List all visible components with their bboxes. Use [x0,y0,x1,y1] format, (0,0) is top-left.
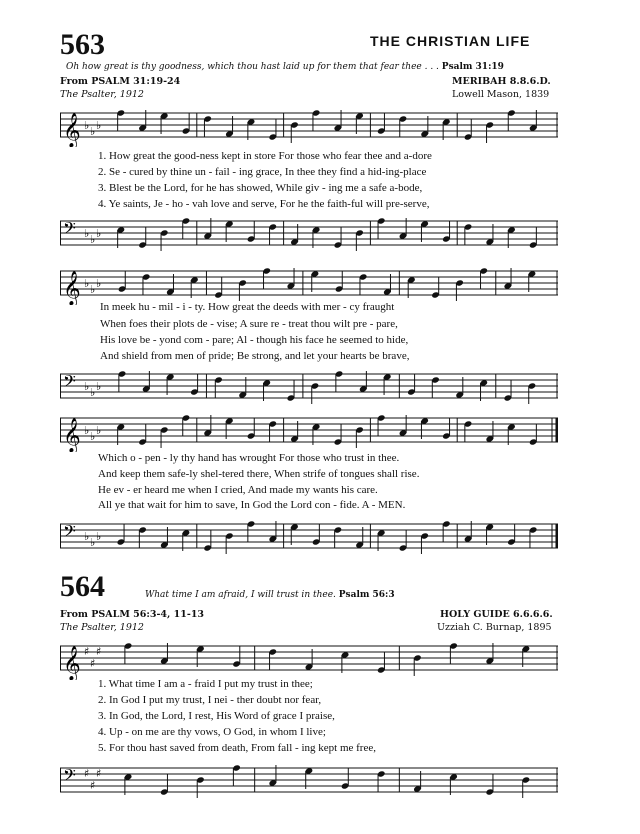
flat-icon: ♭ [84,119,90,132]
flat-icon: ♭ [90,386,96,399]
text-credit-564: The Psalter, 1912 [60,622,144,633]
bass-clef-icon: 𝄢 [63,765,76,789]
lyric-line: His love be - yond com - pare; Al - though his face he seemed to hide, [100,334,409,346]
lyric-line: 5. For thou hast saved from death, From fall - ing kept me free, [98,742,376,754]
flat-icon: ♭ [84,530,90,543]
flat-icon: ♭ [84,380,90,393]
lyric-line: All ye that wait for him to save, In God the Lord con - fide. A - MEN. [98,499,406,511]
epigraph-564 [145,590,395,600]
bass-staff [60,368,558,408]
epigraph-ref: Psalm 31:19 [441,62,504,72]
lyric-line: 4. Up - on me are thy vows, O God, in whom I live; [98,726,326,738]
sharp-icon: ♯ [84,645,90,658]
tune-563: MERIBAH 8.8.6.D. [452,76,551,87]
epigraph-563 [66,62,504,72]
sharp-icon: ♯ [96,645,102,658]
treble-staff [60,265,558,305]
sharp-icon: ♯ [84,767,90,780]
epigraph-text: What time I am afraid, I will trust in thee. [145,590,336,600]
epigraph-text: Oh how great is thy goodness, which thou hast laid up for them that fear thee . . . [66,62,439,72]
flat-icon: ♭ [96,119,102,132]
flat-icon: ♭ [96,277,102,290]
treble-staff [60,640,558,680]
sharp-icon: ♯ [96,767,102,780]
lyric-line: 2. In God I put my trust, I nei - ther doubt nor fear, [98,694,322,706]
flat-icon: ♭ [90,125,96,138]
treble-staff [60,412,558,452]
flat-icon: ♭ [84,277,90,290]
epigraph-ref: Psalm 56:3 [338,590,395,600]
lyric-line: Which o - pen - ly thy hand has wrought For those who trust in thee. [98,452,400,464]
bass-staff [60,215,558,255]
hymn-number-564: 564 [60,570,105,603]
lyric-line: In meek hu - mil - i - ty. How great the deeds with mer - cy fraught [100,301,395,313]
text-credit-563: The Psalter, 1912 [60,89,144,100]
flat-icon: ♭ [84,227,90,240]
lyric-line: 1. How great the good-ness kept in store For those who fear thee and a-dore [98,150,432,162]
treble-clef-icon: 𝄞 [63,418,81,452]
flat-icon: ♭ [90,283,96,296]
lyric-line: And shield from men of pride; Be strong, and let your hearts be brave, [100,350,410,362]
lyric-line: 4. Ye saints, Je - ho - vah love and serve, For he the faith-ful will pre-serve, [98,198,430,210]
bass-clef-icon: 𝄢 [63,371,76,395]
hymn-number-563: 563 [60,28,105,61]
treble-clef-icon: 𝄞 [63,646,81,680]
music-credit-564: Uzziah C. Burnap, 1895 [437,622,552,633]
treble-clef-icon: 𝄞 [63,271,81,305]
bass-clef-icon: 𝄢 [63,521,76,545]
section-title: THE CHRISTIAN LIFE [370,33,531,49]
bass-staff [60,518,558,558]
sharp-icon: ♯ [90,779,96,792]
flat-icon: ♭ [96,380,102,393]
lyric-line: 3. Blest be the Lord, for he has showed, While giv - ing me a safe a-bode, [98,182,423,194]
flat-icon: ♭ [90,430,96,443]
lyric-line: And keep them safe-ly shel-tered there, When strife of tongues shall rise. [98,468,420,480]
tune-564: HOLY GUIDE 6.6.6.6. [440,609,553,620]
sharp-icon: ♯ [90,657,96,670]
source-563: From PSALM 31:19-24 [60,76,181,87]
bass-clef-icon: 𝄢 [63,218,76,242]
bass-staff [60,762,558,802]
flat-icon: ♭ [90,233,96,246]
music-credit-563: Lowell Mason, 1839 [452,89,550,100]
lyric-line: 3. In God, the Lord, I rest, His Word of grace I praise, [98,710,335,722]
flat-icon: ♭ [96,424,102,437]
lyric-line: He ev - er heard me when I cried, And made my wants his care. [98,484,378,496]
source-564: From PSALM 56:3-4, 11-13 [60,609,205,620]
treble-clef-icon: 𝄞 [63,113,81,147]
lyric-line: When foes their plots de - vise; A sure re - treat thou wilt pre - pare, [100,318,398,330]
treble-staff [60,107,558,147]
flat-icon: ♭ [84,424,90,437]
flat-icon: ♭ [96,227,102,240]
lyric-line: 1. What time I am a - fraid I put my trust in thee; [98,678,313,690]
flat-icon: ♭ [90,536,96,549]
flat-icon: ♭ [96,530,102,543]
lyric-line: 2. Se - cured by thine un - fail - ing grace, In thee they find a hid-ing-place [98,166,427,178]
